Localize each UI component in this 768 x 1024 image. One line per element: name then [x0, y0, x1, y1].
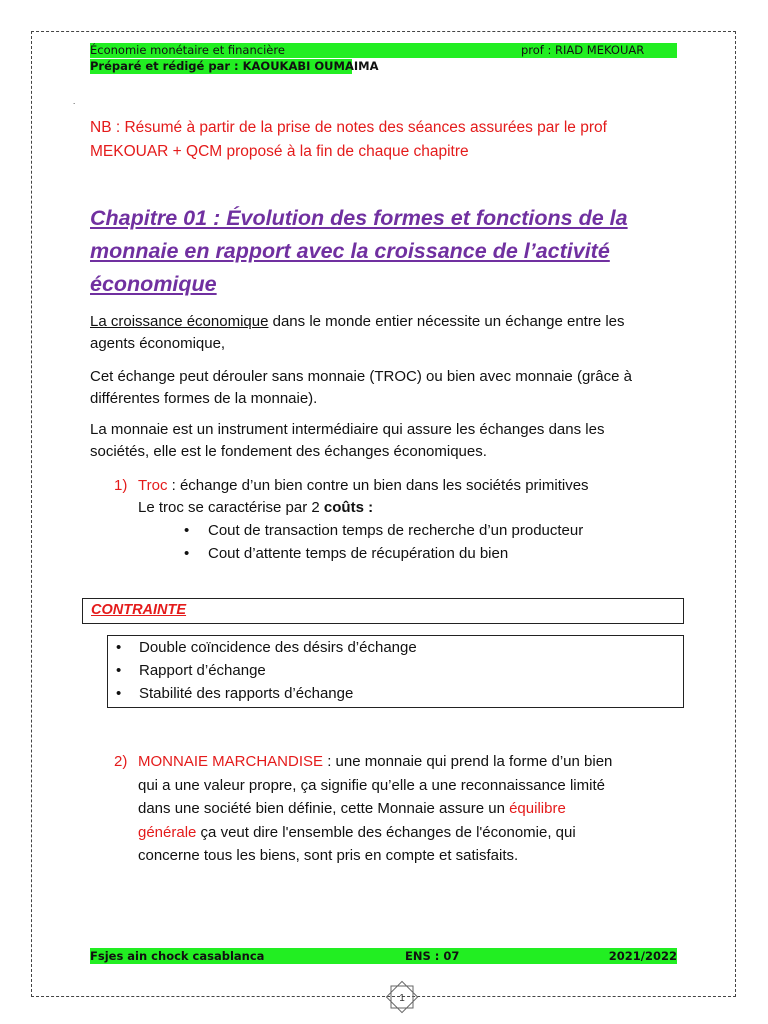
contrainte-heading-box: [82, 598, 684, 624]
list-item: • Double coïncidence des désirs d’échange: [116, 636, 417, 659]
stray-mark: .: [73, 97, 76, 106]
monnaie-marchandise-section: 2) MONNAIE MARCHANDISE : une monnaie qui prend la forme d’un bien qui a une valeur propre, ça signifie qu’elle a une reconnaissance limité dans une société bien définie, cette Monnaie assure un équilibre générale ça veut dire l'ensemble des échanges de l'économie, qui concerne tous les biens, sont pris en compte et satisfaits.: [114, 750, 674, 868]
course-title: Économie monétaire et financière: [90, 43, 285, 57]
list-item: • Rapport d’échange: [116, 659, 417, 682]
troc-term: Troc: [138, 477, 168, 494]
list-item: • Cout de transaction temps de recherche d’un producteur: [184, 519, 583, 542]
contrainte-title: CONTRAINTE: [91, 602, 187, 618]
school-year: 2021/2022: [608, 949, 677, 963]
list-item: • Stabilité des rapports d’échange: [116, 682, 417, 705]
chapter-title: Chapitre 01 : Évolution des formes et fonctions de la monnaie en rapport avec la croissance de l’activité économique: [90, 206, 628, 296]
ens-label: ENS : 07: [405, 949, 460, 963]
croissance-term: La croissance économique: [90, 313, 269, 330]
item-number: 2): [114, 753, 128, 770]
paragraph-echange: Cet échange peut dérouler sans monnaie (TROC) ou bien avec monnaie (grâce à différentes formes de la monnaie).: [90, 368, 632, 407]
school-name: Fsjes ain chock casablanca: [90, 949, 265, 963]
troc-section: 1) Troc : échange d’un bien contre un bien dans les sociétés primitives Le troc se caractérise par 2 coûts :: [114, 477, 589, 516]
header-bar: [90, 43, 677, 58]
page-number-badge: [385, 980, 419, 1014]
prof-name: prof : RIAD MEKOUAR: [521, 43, 645, 57]
troc-costs-list: [184, 519, 583, 565]
footer-bar: [90, 948, 677, 964]
author-line: Préparé et rédigé par : KAOUKABI OUMAIMA: [90, 59, 379, 73]
contrainte-list-box: [107, 635, 684, 708]
author-bar: [90, 59, 379, 74]
nb-note: NB : Résumé à partir de la prise de notes des séances assurées par le prof MEKOUAR + QCM proposé à la fin de chaque chapitre: [90, 119, 607, 160]
paragraph-croissance: La croissance économique dans le monde entier nécessite un échange entre les agents économique,: [90, 313, 625, 352]
item-number: 1): [114, 477, 128, 494]
contrainte-list: [116, 636, 417, 705]
page-number: 1: [399, 993, 405, 1004]
paragraph-monnaie: La monnaie est un instrument intermédiaire qui assure les échanges dans les sociétés, elle est le fondement des échanges économiques.: [90, 421, 605, 460]
list-item: • Cout d’attente temps de récupération du bien: [184, 542, 583, 565]
monnaie-marchandise-term: MONNAIE MARCHANDISE: [138, 753, 324, 770]
